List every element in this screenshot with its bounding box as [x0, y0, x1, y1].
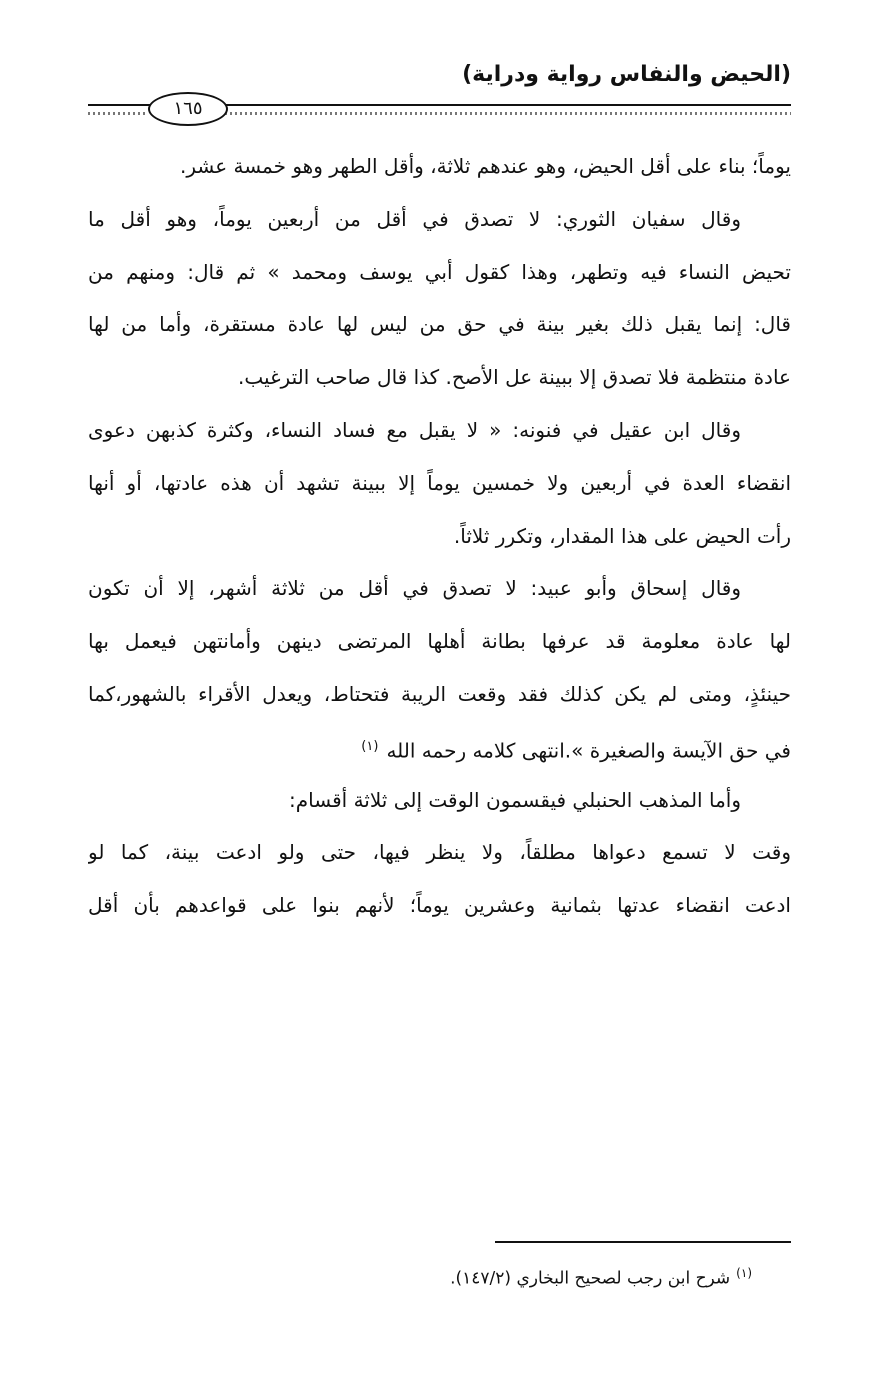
text-line: يوماً؛ بناء على أقل الحيض، وهو عندهم ثلاثة، وأقل الطهر وهو خمسة عشر. — [179, 154, 791, 178]
text-line: قال: إنما يقبل ذلك بغير بينة في حق من ليس لها عادة مستقرة، وأما من لها — [88, 312, 791, 337]
body-text — [88, 140, 791, 932]
text-line: رأت الحيض على هذا المقدار، وتكرر ثلاثاً. — [453, 523, 791, 548]
header-ornament-rule — [225, 112, 791, 115]
footnote-number: (١) — [736, 1266, 752, 1280]
text-line: تحيض النساء فيه وتطهر، وهذا كقول أبي يوسف ومحمد » ثم قال: ومنهم من — [88, 259, 791, 284]
text-line-with-footnote — [88, 721, 791, 774]
text-line: انقضاء العدة في أربعين ولا خمسين يوماً إلا ببينة تشهد أن هذه عادتها، أو أنها — [88, 470, 791, 495]
text-line: وقال سفيان الثوري: لا تصدق في أقل من أربعين يوماً، وهو أقل ما — [88, 206, 741, 231]
footnote — [450, 1266, 752, 1289]
footnote-text: شرح ابن رجب لصحيح البخاري (١٤٧/٢). — [450, 1268, 731, 1289]
text-line: حينئذٍ، ومتى لم يكن كذلك فقد وقعت الريبة فتحتاط، ويعدل الأقراء بالشهور،كما — [88, 681, 791, 706]
footnote-reference: (١) — [361, 738, 379, 754]
text-line: وقت لا تسمع دعواها مطلقاً، ولا ينظر فيها، حتى ولو ادعت بينة، كما لو — [88, 840, 791, 865]
text-line: وقال ابن عقيل في فنونه: « لا يقبل مع فساد النساء، وكثرة كذبهن دعوى — [88, 417, 741, 442]
header-ornament-rule-left — [88, 112, 148, 115]
text-line: ادعت انقضاء عدتها بثمانية وعشرين يوماً؛ لأنهم بنوا على قواعدهم بأن أقل — [88, 893, 791, 918]
page-number: ١٦٥ — [148, 92, 228, 126]
running-title: (الحيض والنفاس رواية ودراية) — [462, 62, 791, 87]
text-line: لها عادة معلومة قد عرفها بطانة أهلها المرتضى دينهن وأمانتهن فيعمل بها — [88, 629, 791, 654]
footnote-separator — [495, 1241, 791, 1243]
text-line-content: في حق الآيسة والصغيرة ».انتهى كلامه رحمه الله — [386, 738, 791, 763]
text-line: وأما المذهب الحنبلي فيقسمون الوقت إلى ثلاثة أقسام: — [289, 787, 741, 812]
text-line: عادة منتظمة فلا تصدق إلا ببينة عل الأصح. كذا قال صاحب الترغيب. — [238, 365, 791, 390]
text-line: وقال إسحاق وأبو عبيد: لا تصدق في أقل من ثلاثة أشهر، إلا أن تكون — [88, 576, 741, 601]
